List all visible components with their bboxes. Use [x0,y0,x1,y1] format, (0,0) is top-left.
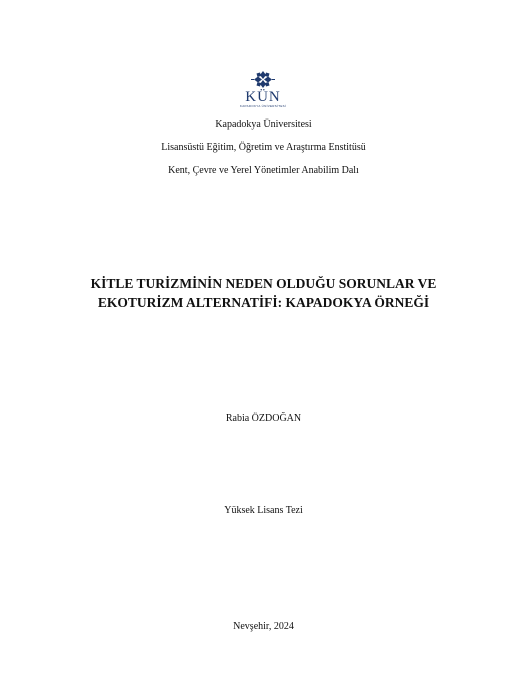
author-name: Rabia ÖZDOĞAN [225,413,302,424]
thesis-title-line-1: KİTLE TURİZMİNİN NEDEN OLDUĞU SORUNLAR VE [90,276,437,291]
university-logo [238,70,288,108]
institute-name: Lisansüstü Eğitim, Öğretim ve Araştırma Enstitüsü [161,142,366,153]
logo-tagline: KAPADOKYA ÜNİVERSİTESİ [239,104,287,108]
logo-wordmark: KÜN [245,89,281,105]
degree-type: Yüksek Lisans Tezi [224,505,303,516]
kun-logo-emblem-icon [250,70,276,90]
university-name: Kapadokya Üniversitesi [215,119,312,130]
thesis-title-line-2: EKOTURİZM ALTERNATİFİ: KAPADOKYA ÖRNEĞİ [97,295,430,310]
place-and-date: Nevşehir, 2024 [233,621,294,632]
department-name: Kent, Çevre ve Yerel Yönetimler Anabilim Dalı [168,165,359,176]
